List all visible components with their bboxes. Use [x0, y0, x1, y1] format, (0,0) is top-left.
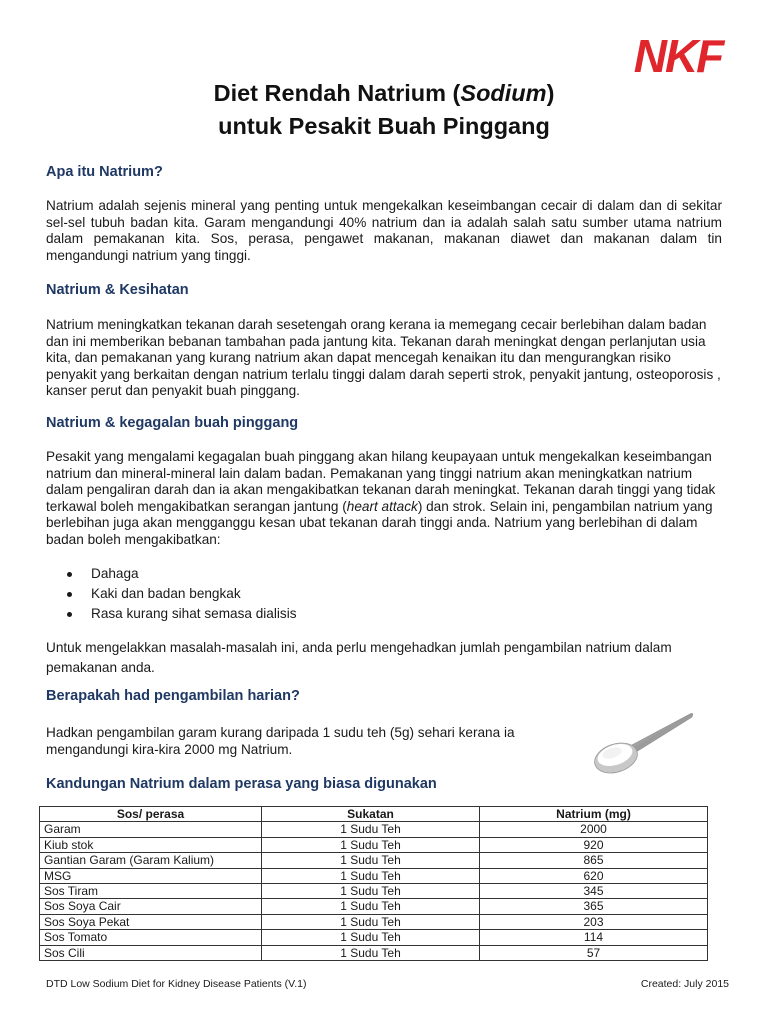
cell-seasoning: Sos Soya Cair [40, 899, 262, 914]
footer-created-date: Created: July 2015 [640, 978, 729, 990]
cell-seasoning: Sos Soya Pekat [40, 914, 262, 929]
nkf-logo [620, 32, 736, 78]
cell-measure: 1 Sudu Teh [262, 868, 480, 883]
section-heading-sodium-health: Natrium & Kesihatan [46, 282, 189, 298]
table-row [40, 884, 708, 899]
section-closing-kidney-failure: Untuk mengelakkan masalah-masalah ini, anda perlu mengehadkan jumlah pengambilan natrium dalam pemakanan anda. [46, 640, 672, 675]
column-header-measure: Sukatan [262, 807, 480, 822]
cell-sodium: 865 [480, 853, 708, 868]
table-row [40, 868, 708, 883]
cell-seasoning: Kiub stok [40, 837, 262, 852]
cell-measure: 1 Sudu Teh [262, 945, 480, 960]
table-row [40, 930, 708, 945]
cell-sodium: 620 [480, 868, 708, 883]
table-row [40, 945, 708, 960]
cell-measure: 1 Sudu Teh [262, 884, 480, 899]
sodium-content-table [39, 806, 708, 961]
section-body-sodium-health: Natrium meningkatkan tekanan darah sesetengah orang kerana ia memegang cecair berlebihan dalam badan dan ini memberikan bebanan tambahan pada jantung kita. Tekanan darah meningkat dengan perlanjutan usia kita, dan pemakanan yang kurang natrium akan dapat mencegah kenaikan itu dan mengurangkan risiko penyakit yang berkaitan dengan natrium terlalu tinggi dalam darah seperti strok, penyakit jantung, osteoporosis , kanser perut dan penyakit buah pinggang. [46, 317, 721, 399]
table-header-row [40, 807, 708, 822]
cell-measure: 1 Sudu Teh [262, 930, 480, 945]
section-body-kidney-failure: Pesakit yang mengalami kegagalan buah pinggang akan hilang keupayaan untuk mengekalkan keseimbangan natrium dan mineral-mineral lain dalam badan. Pemakanan yang tinggi natrium akan meningkatkan natrium dalam pengaliran darah dan ia akan mengakibatkan tekanan darah meningkat. Tekanan darah tinggi yang tidak terkawal boleh mengakibatkan serangan jantung (heart attack) dan strok. Selain ini, pengambilan natrium yang berlebihan juga akan mengganggu kesan ubat tekanan darah tinggi anda. Natrium yang berlebihan di dalam badan boleh mengakibatkan: [46, 449, 716, 547]
column-header-sodium: Natrium (mg) [480, 807, 708, 822]
section-body-daily-limit: Hadkan pengambilan garam kurang daripada 1 sudu teh (5g) sehari kerana ia mengandungi kira-kira 2000 mg Natrium. [46, 725, 515, 757]
cell-sodium: 114 [480, 930, 708, 945]
table-row [40, 853, 708, 868]
section-body-what-is-sodium: Natrium adalah sejenis mineral yang penting untuk mengekalkan keseimbangan cecair di dalam dan di sekitar sel-sel tubuh badan kita. Garam mengandungi 40% natrium dan ia adalah salah satu sumber utama natrium dalam pemakanan kita. Sos, perasa, pengawet makanan, makanan diawet dan makanan dalam tin mengandungi natrium yang tinggi. [46, 198, 722, 263]
cell-sodium: 920 [480, 837, 708, 852]
section-heading-sodium-content: Kandungan Natrium dalam perasa yang biasa digunakan [46, 776, 437, 792]
salt-spoon-icon [590, 708, 700, 780]
cell-seasoning: Gantian Garam (Garam Kalium) [40, 853, 262, 868]
bullet-icon [67, 612, 72, 617]
cell-sodium: 203 [480, 914, 708, 929]
cell-sodium: 57 [480, 945, 708, 960]
page-title: Diet Rendah Natrium (Sodium) [213, 80, 555, 106]
list-item: Kaki dan badan bengkak [46, 585, 297, 605]
column-header-seasoning: Sos/ perasa [40, 807, 262, 822]
table-row [40, 837, 708, 852]
table-row [40, 914, 708, 929]
section-heading-kidney-failure: Natrium & kegagalan buah pinggang [46, 415, 299, 431]
section-heading-daily-limit: Berapakah had pengambilan harian? [46, 688, 300, 704]
cell-seasoning: Sos Tomato [40, 930, 262, 945]
svg-text:NKF: NKF [633, 32, 723, 78]
cell-sodium: 2000 [480, 822, 708, 837]
cell-measure: 1 Sudu Teh [262, 914, 480, 929]
cell-measure: 1 Sudu Teh [262, 837, 480, 852]
section-heading-what-is-sodium: Apa itu Natrium? [46, 164, 163, 180]
bullet-icon [67, 592, 72, 597]
page-subtitle: untuk Pesakit Buah Pinggang [218, 113, 550, 139]
cell-seasoning: Sos Tiram [40, 884, 262, 899]
table-row [40, 822, 708, 837]
footer-document-id: DTD Low Sodium Diet for Kidney Disease Patients (V.1) [46, 978, 307, 990]
cell-measure: 1 Sudu Teh [262, 853, 480, 868]
cell-sodium: 345 [480, 884, 708, 899]
bullet-icon [67, 572, 72, 577]
cell-seasoning: Sos Cili [40, 945, 262, 960]
cell-seasoning: Garam [40, 822, 262, 837]
cell-sodium: 365 [480, 899, 708, 914]
list-item: Rasa kurang sihat semasa dialisis [46, 605, 297, 625]
table-row [40, 899, 708, 914]
list-item: Dahaga [46, 565, 297, 585]
symptom-list [46, 565, 297, 625]
cell-measure: 1 Sudu Teh [262, 899, 480, 914]
cell-measure: 1 Sudu Teh [262, 822, 480, 837]
cell-seasoning: MSG [40, 868, 262, 883]
